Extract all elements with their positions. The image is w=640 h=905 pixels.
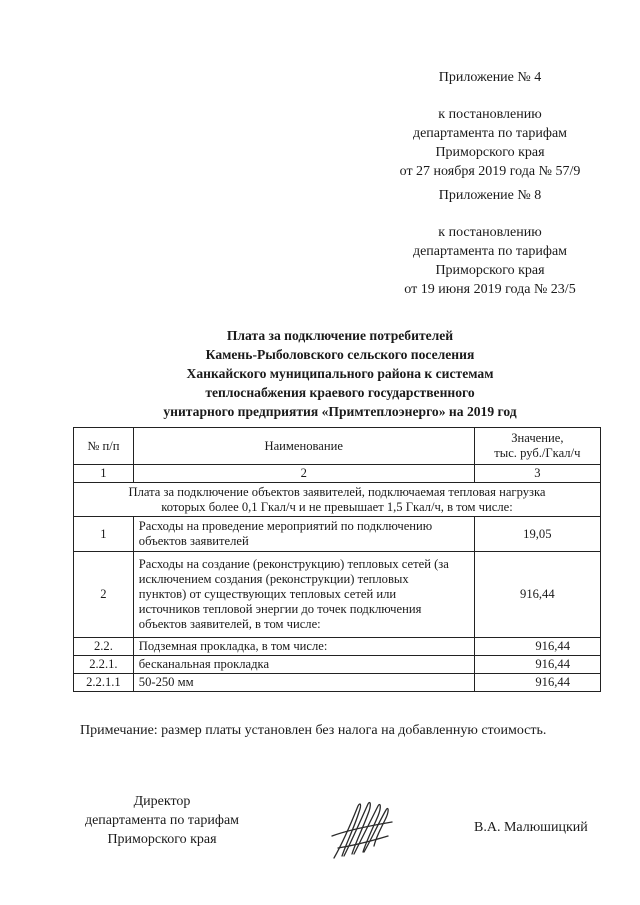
row-name: Подземная прокладка, в том числе: xyxy=(133,638,474,656)
row-value: 916,44 xyxy=(474,674,600,692)
header-value: Значение, тыс. руб./Гкал/ч xyxy=(474,428,600,465)
row-num: 2.2.1. xyxy=(74,656,134,674)
column-index-2: 2 xyxy=(133,465,474,483)
title-line-3: Ханкайского муниципального района к системам xyxy=(186,366,494,381)
note: Примечание: размер платы установлен без налога на добавленную стоимость. xyxy=(80,723,547,738)
appendix-8-block xyxy=(378,186,602,299)
appendix-4-line-2: департамента по тарифам xyxy=(412,126,568,141)
appendix-4-block xyxy=(380,68,600,181)
table-row xyxy=(74,674,601,692)
header-num: № п/п xyxy=(74,428,134,465)
appendix-4-heading: Приложение № 4 xyxy=(438,70,542,85)
row-value: 19,05 xyxy=(474,517,600,552)
section-heading: Плата за подключение объектов заявителей, подключаемая тепловая нагрузка которых более 0,1 Гкал/ч и не превышает 1,5 Гкал/ч, в том числе: xyxy=(74,483,601,517)
appendix-8-line-1: к постановлению xyxy=(438,225,542,240)
signatory-name: В.А. Малюшицкий xyxy=(474,820,588,835)
table-row xyxy=(74,638,601,656)
row-name: 50-250 мм xyxy=(133,674,474,692)
appendix-8-line-2: департамента по тарифам xyxy=(412,244,568,259)
signatory-title xyxy=(56,792,268,849)
signatory-title-line-2: департамента по тарифам xyxy=(84,813,240,828)
fees-table xyxy=(73,427,601,692)
row-value: 916,44 xyxy=(474,638,600,656)
header-name: Наименование xyxy=(133,428,474,465)
title-line-4: теплоснабжения краевого государственного xyxy=(205,385,475,400)
table-row xyxy=(74,517,601,552)
row-num: 1 xyxy=(74,517,134,552)
appendix-4-line-1: к постановлению xyxy=(438,107,542,122)
row-num: 2.2. xyxy=(74,638,134,656)
column-index-1: 1 xyxy=(74,465,134,483)
appendix-4-line-3: Приморского края xyxy=(435,145,545,160)
column-index-row xyxy=(74,465,601,483)
row-name: Расходы на проведение мероприятий по подключению объектов заявителей xyxy=(133,517,474,552)
table-header-row xyxy=(74,428,601,465)
title-line-5: унитарного предприятия «Примтеплоэнерго» на 2019 год xyxy=(163,404,517,419)
section-row xyxy=(74,483,601,517)
row-name: бесканальная прокладка xyxy=(133,656,474,674)
column-index-3: 3 xyxy=(474,465,600,483)
row-value: 916,44 xyxy=(474,552,600,638)
row-name: Расходы на создание (реконструкцию) тепловых сетей (за исключением создания (реконструкции) тепловых пунктов) от существующих тепловых сетей или источников тепловой энергии до точек подключения объектов заявителей, в том числе: xyxy=(133,552,474,638)
signatory-title-line-1: Директор xyxy=(133,794,191,809)
table-row xyxy=(74,656,601,674)
table-row xyxy=(74,552,601,638)
row-value: 916,44 xyxy=(474,656,600,674)
title-line-2: Камень-Рыболовского сельского поселения xyxy=(205,347,475,362)
row-num: 2 xyxy=(74,552,134,638)
signatory-title-line-3: Приморского края xyxy=(107,832,217,847)
row-num: 2.2.1.1 xyxy=(74,674,134,692)
handwritten-signature xyxy=(328,796,398,862)
appendix-8-line-4: от 19 июня 2019 года № 23/5 xyxy=(404,282,576,297)
document-title xyxy=(80,326,600,421)
appendix-4-line-4: от 27 ноября 2019 года № 57/9 xyxy=(399,164,581,179)
appendix-8-heading: Приложение № 8 xyxy=(438,188,542,203)
title-line-1: Плата за подключение потребителей xyxy=(226,328,454,343)
appendix-8-line-3: Приморского края xyxy=(435,263,545,278)
